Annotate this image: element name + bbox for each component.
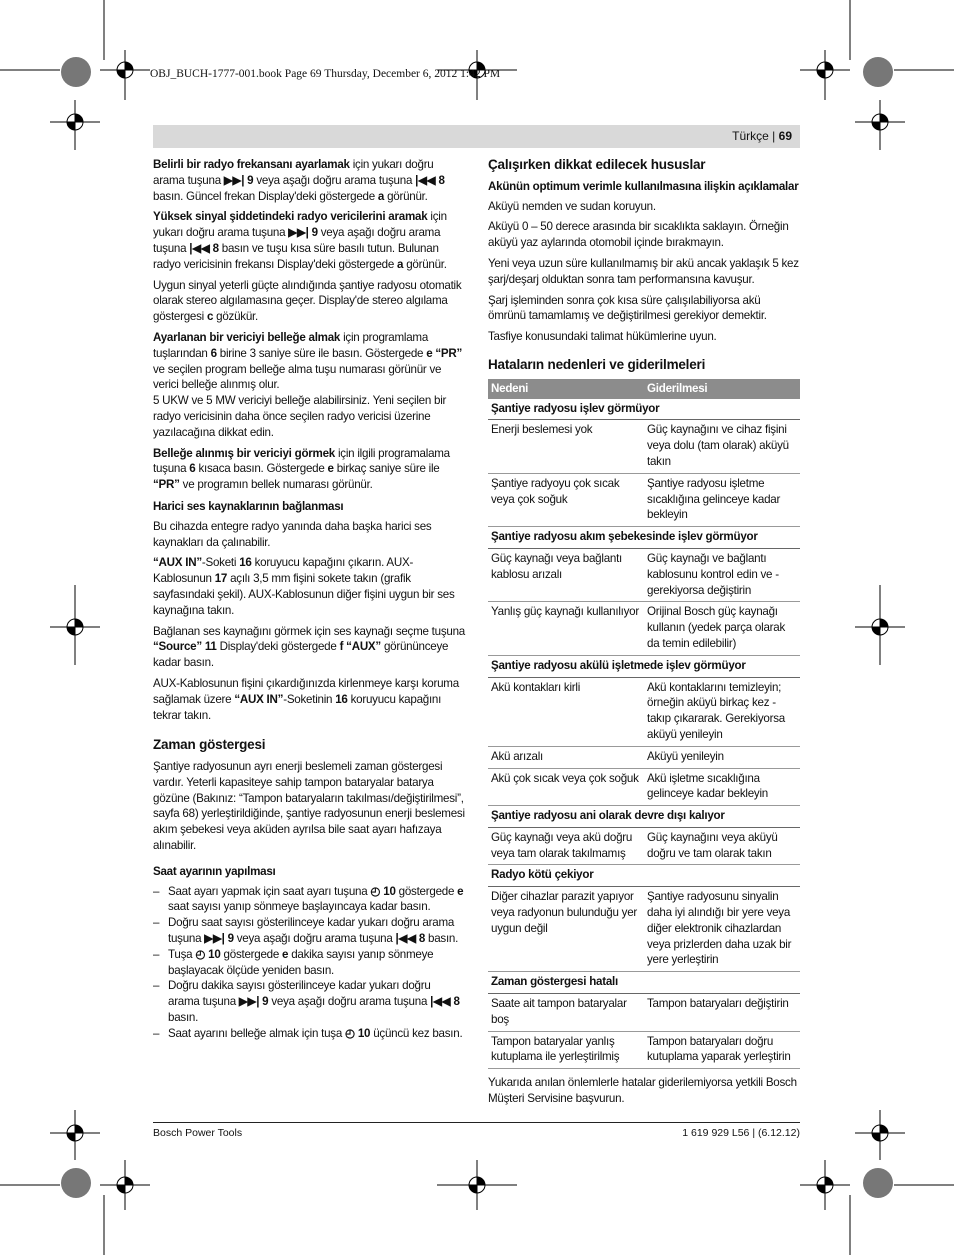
section-title: Şantiye radyosu akım şebekesinde işlev görmüyor <box>488 527 800 549</box>
paragraph-tune-frequency: Belirli bir radyo frekansanı ayarlamak için yukarı doğru arama tuşuna ▶▶| 9 veya aşağı doğru arama tuşuna |◀◀ 8 basın. Güncel frekan Display'deki göstergede a görünür. <box>153 158 445 203</box>
left-column <box>153 157 465 1042</box>
remedy-cell: Güç kaynağını veya aküyü doğru ve tam olarak takın <box>644 827 800 865</box>
seek-down-icon: |◀◀ <box>430 995 451 1009</box>
paragraph-aux-connect: “AUX IN”-Soketi 16 koruyucu kapağını çıkarın. AUX-Kablosunun 17 açılı 3,5 mm fişini sokete takın (grafik sayfasındaki şekil). AUX-Kablosunun diğer fişini uygun bir ses kaynağına takın. <box>153 556 455 617</box>
clock-steps-list <box>153 884 465 1042</box>
header-language-page: Türkçe | 69 <box>732 129 792 143</box>
paragraph-time-display: Şantiye radyosunun ayrı enerji beslemeli zaman göstergesi vardır. Yeterli kapasiteye sahip tampon bataryalar batarya gözüne (Bakınız: “Tampon bataryaların takılması/değiştirilmesi”, sayfa 68) yerleştirildiğinde, şantiye radyosunun enerji beslemesi akım şebekesi veya aküden ayrılsa bile saat ayarı hafızaya alınabilir. <box>153 760 465 853</box>
table-row <box>488 887 800 972</box>
paragraph-battery-4: Şarj işleminden sonra çok kısa süre çalışılabiliyorsa akü ömrünü tamamlamış ve değiştirilmesi gerekiyor demektir. <box>488 293 767 323</box>
heading-working-notes: Çalışırken dikkat edilecek hususlar <box>488 157 706 172</box>
cause-cell: Yanlış güç kaynağı kullanılıyor <box>488 602 644 655</box>
cause-cell: Akü kontakları kirli <box>488 677 644 746</box>
cause-cell: Tampon bataryalar yanlış kutuplama ile yerleştirilmiş <box>488 1031 644 1069</box>
paragraph-recall-station: Belleğe alınmış bir vericiyi görmek için ilgili programalama tuşuna 6 kısaca basın. Göstergede e birkaç saniye süre ile “PR” ve programın bellek numarası görünür. <box>153 446 450 492</box>
remedy-cell: Orijinal Bosch güç kaynağı kullanın (yedek parça olarak da temin edilebilir) <box>644 602 800 655</box>
remedy-cell: Akü kontaklarını temizleyin; örneğin aküyü birkaç kez - takıp çıkararak. Gerekiyorsa aküyü yenileyin <box>644 677 800 746</box>
list-item: – Doğru dakika sayısı gösterilinceye kadar yukarı doğru arama tuşuna ▶▶| 9 veya aşağı doğru arama tuşuna |◀◀ 8 basın. <box>153 979 460 1025</box>
seek-down-icon: |◀◀ <box>189 241 210 255</box>
paragraph-external-intro: Bu cihazda entegre radyo yanında daha başka harici ses kaynakları da çalınabilir. <box>153 519 432 549</box>
section-title: Şantiye radyosu işlev görmüyor <box>488 399 800 420</box>
list-item: – Saat ayarı yapmak için saat ayarı tuşuna ◴ 10 göstergede e saat sayısı yanıp sönmeye başlayıncaya kadar basın. <box>153 884 464 914</box>
table-row <box>488 994 800 1032</box>
table-section-row <box>488 655 800 677</box>
section-title: Şantiye radyosu akülü işletmede işlev görmüyor <box>488 655 800 677</box>
cause-cell: Güç kaynağı veya bağlantı kablosu arızalı <box>488 548 644 601</box>
seek-down-icon: |◀◀ <box>395 932 416 946</box>
page-header <box>153 125 800 148</box>
remedy-cell: Şantiye radyosu işletme sıcaklığına gelinceye kadar bekleyin <box>644 473 800 526</box>
column-header-remedy: Giderilmesi <box>644 379 800 399</box>
footer-rule <box>153 1122 800 1123</box>
table-row <box>488 677 800 746</box>
remedy-cell: Aküyü yenileyin <box>644 746 800 768</box>
section-title: Zaman göstergesi hatalı <box>488 972 800 994</box>
paragraph-memory-note: 5 UKW ve 5 MW vericiyi belleğe alabilirsiniz. Yeni seçilen bir radyo vericisinin daha önce seçilen radyo vericisi üzerine yazılacağına dikkat edin. <box>153 394 447 439</box>
table-row <box>488 548 800 601</box>
cause-cell: Diğer cihazlar parazit yapıyor veya radyonun bulunduğu yer uygun değil <box>488 887 644 972</box>
table-section-row <box>488 972 800 994</box>
print-slug: OBJ_BUCH-1777-001.book Page 69 Thursday, December 6, 2012 1:42 PM <box>150 68 501 80</box>
paragraph-battery-2: Aküyü 0 – 50 derece arasında bir sıcaklıkta saklayın. Örneğin aküyü yaz aylarında otomobil içinde bırakmayın. <box>488 220 789 250</box>
table-section-row <box>488 865 800 887</box>
heading-external-sources: Harici ses kaynaklarının bağlanması <box>153 499 344 513</box>
table-row <box>488 827 800 865</box>
footer-brand: Bosch Power Tools <box>153 1127 243 1139</box>
seek-up-icon: ▶▶| <box>288 226 309 240</box>
clock-icon: ◴ <box>195 947 206 961</box>
list-item: – Saat ayarını belleğe almak için tuşa ◴ 10 üçüncü kez basın. <box>153 1026 463 1040</box>
heading-battery-notes: Akünün optimum verimle kullanılmasına ilişkin açıklamalar <box>488 179 799 193</box>
table-row <box>488 420 800 473</box>
clock-icon: ◴ <box>370 884 381 898</box>
cause-cell: Saate ait tampon bataryalar boş <box>488 994 644 1032</box>
table-row <box>488 602 800 655</box>
table-row <box>488 768 800 806</box>
remedy-cell: Şantiye radyosunu sinyalin daha iyi alındığı bir yere veya diğer elektronik cihazlardan veya prizlerden daha uzak bir yere yerleştirin <box>644 887 800 972</box>
cause-cell: Güç kaynağı veya akü doğru veya tam olarak takılmamış <box>488 827 644 865</box>
remedy-cell: Tampon bataryaları doğru kutuplama yaparak yerleştirin <box>644 1031 800 1069</box>
remedy-cell: Tampon bataryaları değiştirin <box>644 994 800 1032</box>
table-section-row <box>488 806 800 828</box>
cause-cell: Enerji beslemesi yok <box>488 420 644 473</box>
seek-up-icon: ▶▶| <box>238 995 260 1009</box>
table-row <box>488 1031 800 1069</box>
table-row <box>488 473 800 526</box>
paragraph-battery-5: Tasfiye konusundaki talimat hükümlerine uyun. <box>488 330 717 344</box>
table-header-row <box>488 379 800 399</box>
paragraph-battery-3: Yeni veya uzun süre kullanılmamış bir akü ancak yaklaşık 5 kez şarj/deşarj olduktan sonra tam performansına kavuşur. <box>488 256 799 286</box>
section-title: Radyo kötü çekiyor <box>488 865 800 887</box>
table-body <box>488 399 800 1069</box>
seek-down-icon: |◀◀ <box>415 173 436 187</box>
paragraph-service-note: Yukarıda anılan önlemlerle hatalar giderilemiyorsa yetkili Bosch Müşteri Servisine başvurun. <box>488 1076 797 1106</box>
table-row <box>488 746 800 768</box>
paragraph-source-select: Bağlanan ses kaynağını görmek için ses kaynağı seçme tuşuna “Source” 11 Display'deki göstergede f “AUX” görününceye kadar basın. <box>153 624 465 670</box>
table-section-row <box>488 527 800 549</box>
seek-up-icon: ▶▶| <box>204 932 225 946</box>
paragraph-battery-1: Aküyü nemden ve sudan koruyun. <box>488 199 656 213</box>
list-item: – Tuşa ◴ 10 göstergede e dakika sayısı yanıp sönmeye başlayacak ölçüde yeniden basın. <box>153 947 434 977</box>
list-item: – Doğru saat sayısı gösterilinceye kadar yukarı doğru arama tuşuna ▶▶| 9 veya aşağı doğru arama tuşuna |◀◀ 8 basın. <box>153 916 459 946</box>
cause-cell: Akü arızalı <box>488 746 644 768</box>
heading-faults: Hataların nedenleri ve giderilmeleri <box>488 356 706 372</box>
footer-docnumber: 1 619 929 L56 | (6.12.12) <box>682 1127 800 1139</box>
cause-cell: Akü çok sıcak veya çok soğuk <box>488 768 644 806</box>
cause-cell: Şantiye radyoyu çok sıcak veya çok soğuk <box>488 473 644 526</box>
right-column <box>488 157 800 1112</box>
header-language: Türkçe <box>732 129 769 143</box>
paragraph-aux-cover: AUX-Kablosunun fişini çıkardığınızda kirlenmeye karşı koruma sağlamak üzere “AUX IN”-Soketinin 16 koruyucu kapağını tekrar takın. <box>153 676 459 722</box>
heading-clock-setting: Saat ayarının yapılması <box>153 864 276 878</box>
troubleshooting-table <box>488 379 800 1069</box>
section-title: Şantiye radyosu ani olarak devre dışı kalıyor <box>488 806 800 828</box>
remedy-cell: Güç kaynağı ve bağlantı kablosunu kontrol edin ve - gerekiyorsa değiştirin <box>644 548 800 601</box>
remedy-cell: Güç kaynağını ve cihaz fişini veya dolu (tam olarak) aküyü takın <box>644 420 800 473</box>
paragraph-search-strong: Yüksek sinyal şiddetindeki radyo vericilerini aramak için yukarı doğru arama tuşuna ▶▶| 9 veya aşağı doğru arama tuşuna |◀◀ 8 basın ve tuşu kısa süre basılı tutun. Bulunan radyo vericisinin frekansı Display'deki göstergede a görünür. <box>153 210 447 271</box>
column-header-cause: Nedeni <box>488 379 644 399</box>
remedy-cell: Akü işletme sıcaklığına gelinceye kadar bekleyin <box>644 768 800 806</box>
seek-up-icon: ▶▶| <box>223 173 245 187</box>
table-section-row <box>488 399 800 420</box>
paragraph-stereo: Uygun sinyal yeterli güçte alındığında şantiye radyosu otomatik olarak stereo algılamasına geçer. Display'de stereo algılama göstergesi c gözükür. <box>153 278 462 324</box>
heading-time-display: Zaman göstergesi <box>153 737 266 753</box>
paragraph-store-station: Ayarlanan bir vericiyi belleğe almak için programlama tuşlarından 6 birine 3 saniye süre ile basın. Göstergede e “PR” ve seçilen program belleğe alma tuşu numarası görünür ve verici belleğe alınmış olur. <box>153 330 463 392</box>
page-number: 69 <box>778 129 792 143</box>
clock-icon: ◴ <box>345 1026 355 1040</box>
